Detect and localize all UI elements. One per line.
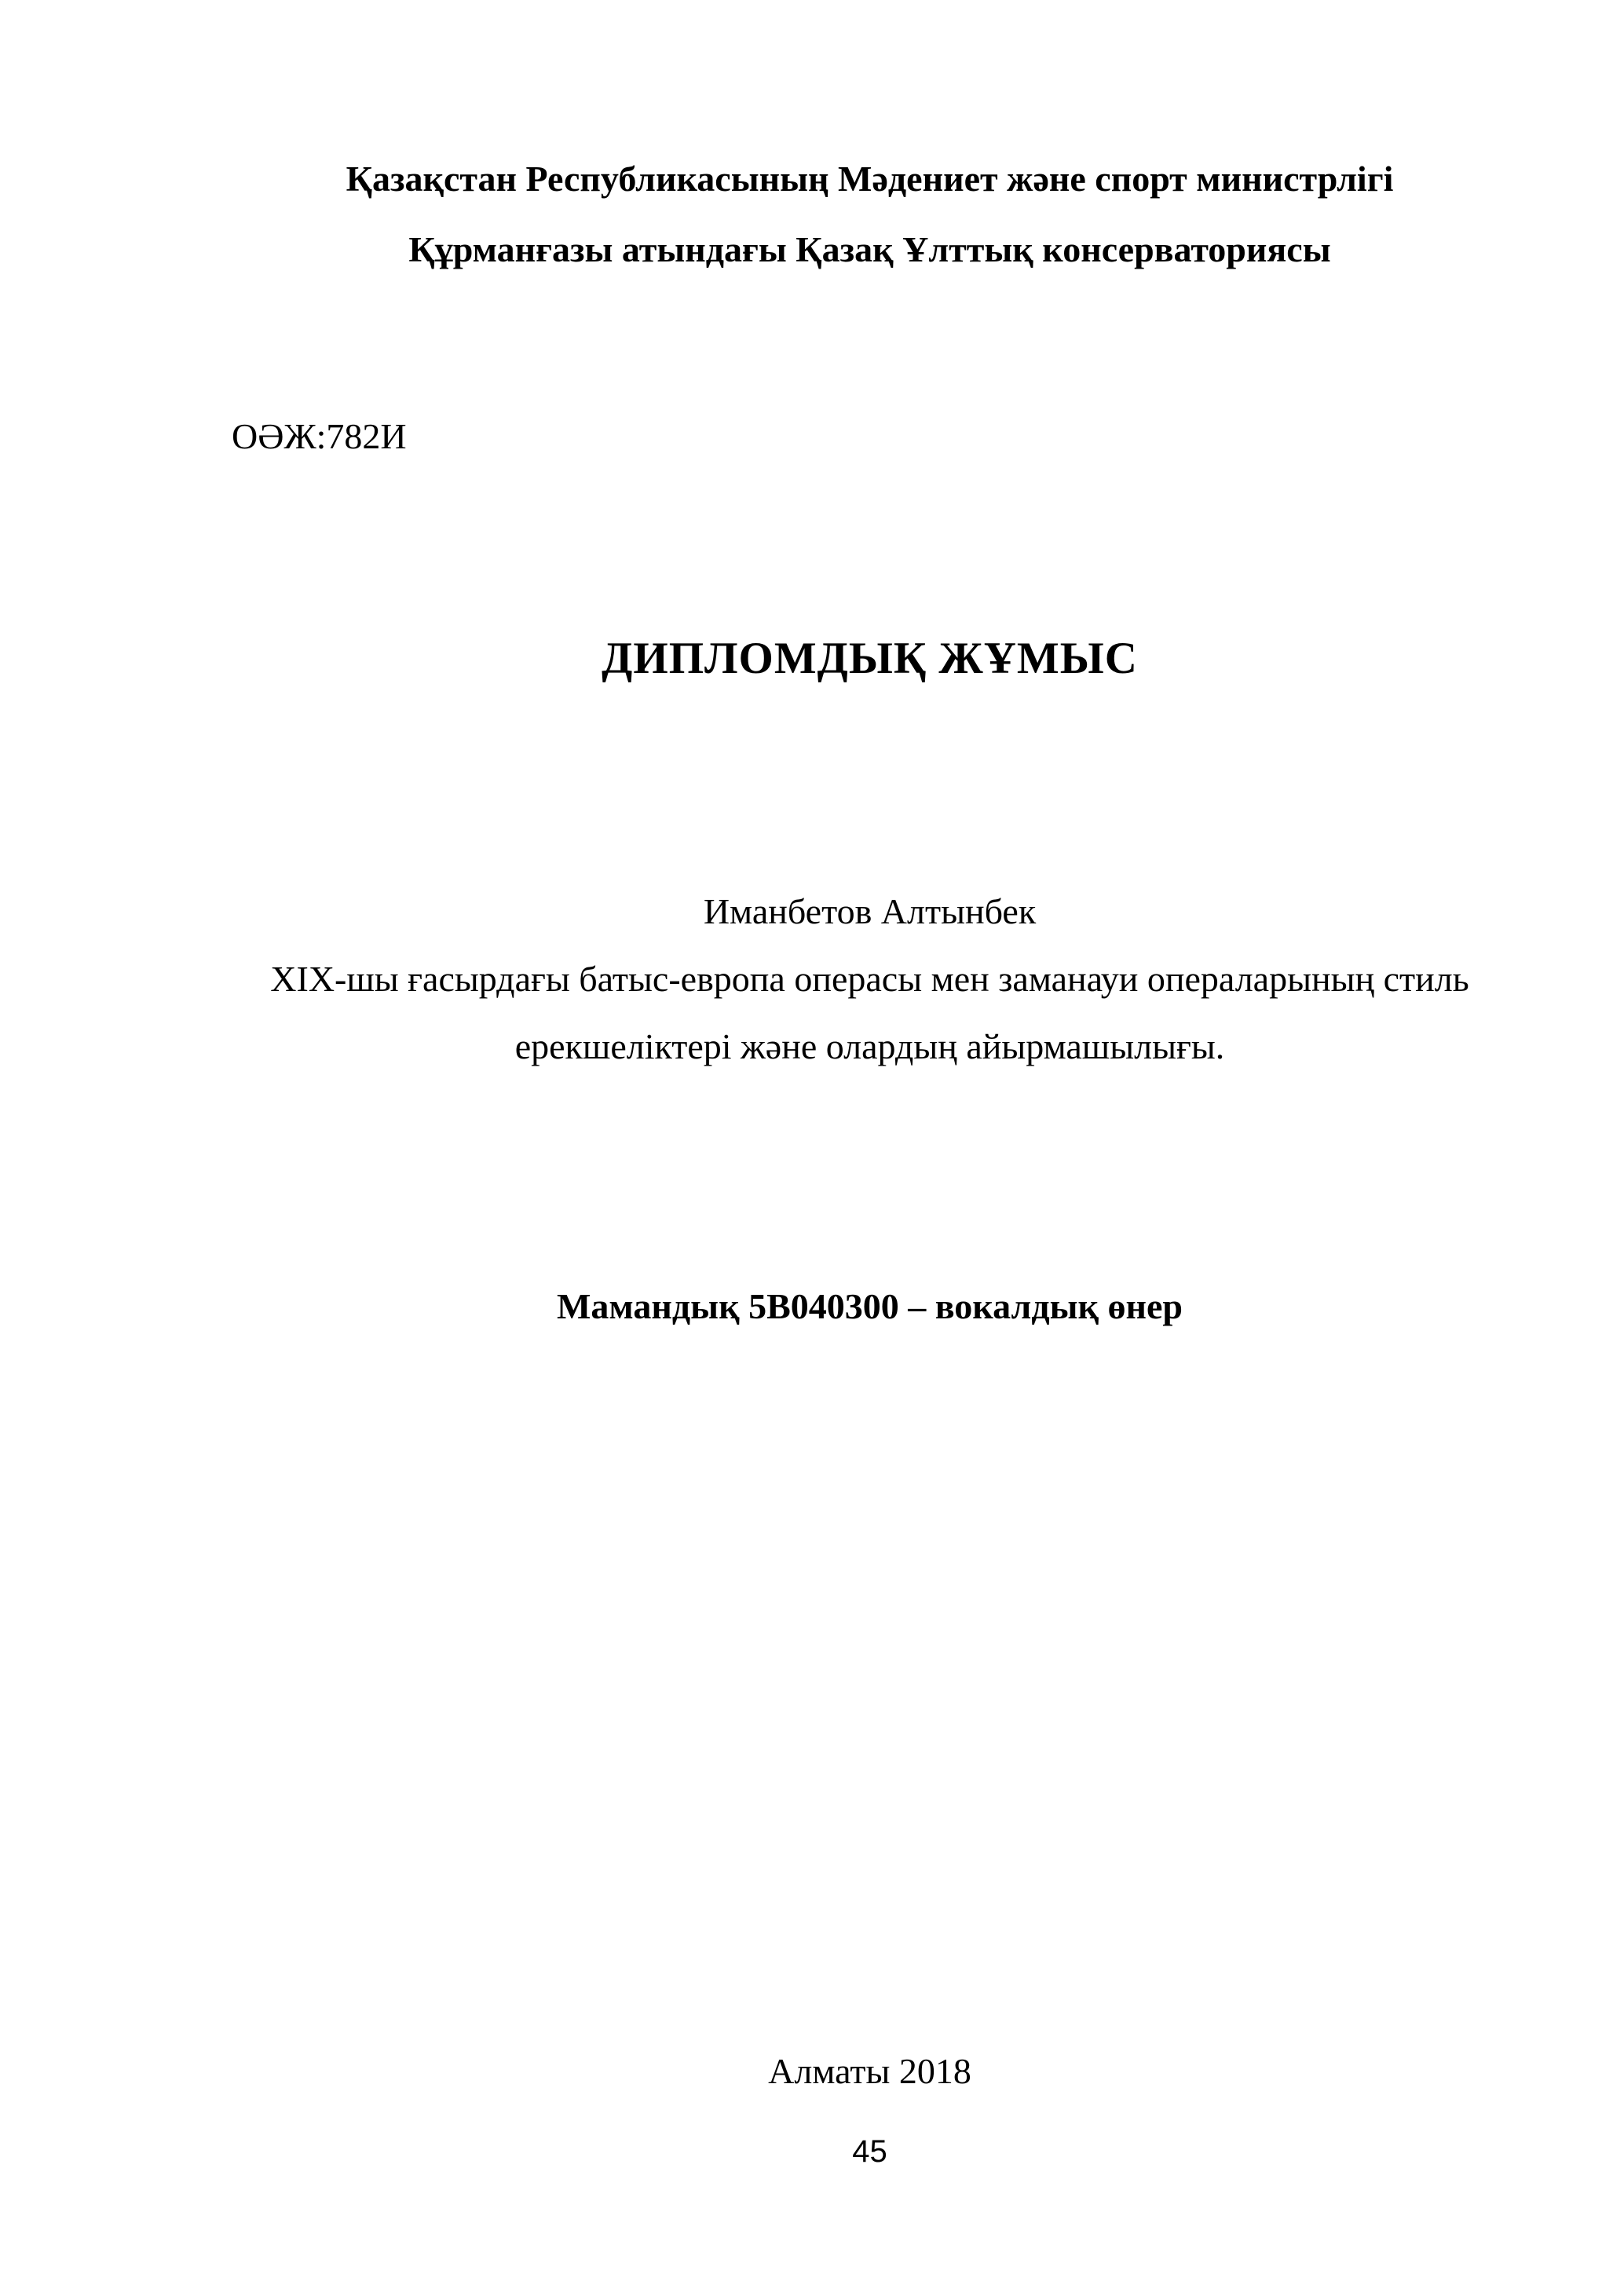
- specialty-line: Мамандық 5В040300 – вокалдық өнер: [556, 1286, 1183, 1326]
- city-year: Алматы 2018: [768, 2051, 971, 2091]
- page-number: 45: [852, 2134, 887, 2169]
- ministry-line-2: Құрманғазы атындағы Қазақ Ұлттық консерваториясы: [408, 229, 1331, 269]
- topic-line-1: XIX-шы ғасырдағы батыс-европа операсы мен заманауи операларының стиль: [270, 959, 1469, 999]
- topic-line-2: ерекшеліктері және олардың айырмашылығы.: [514, 1026, 1225, 1066]
- topic-block: [232, 878, 1508, 1080]
- author-name: Иманбетов Алтынбек: [703, 891, 1037, 931]
- ministry-line-1: Қазақстан Республикасының Мәдениет және спорт министрлігі: [346, 159, 1394, 199]
- udc-code: ОӘЖ:782И: [232, 416, 407, 456]
- work-type-title: ДИПЛОМДЫҚ ЖҰМЫС: [602, 634, 1138, 683]
- ministry-header: [232, 144, 1508, 285]
